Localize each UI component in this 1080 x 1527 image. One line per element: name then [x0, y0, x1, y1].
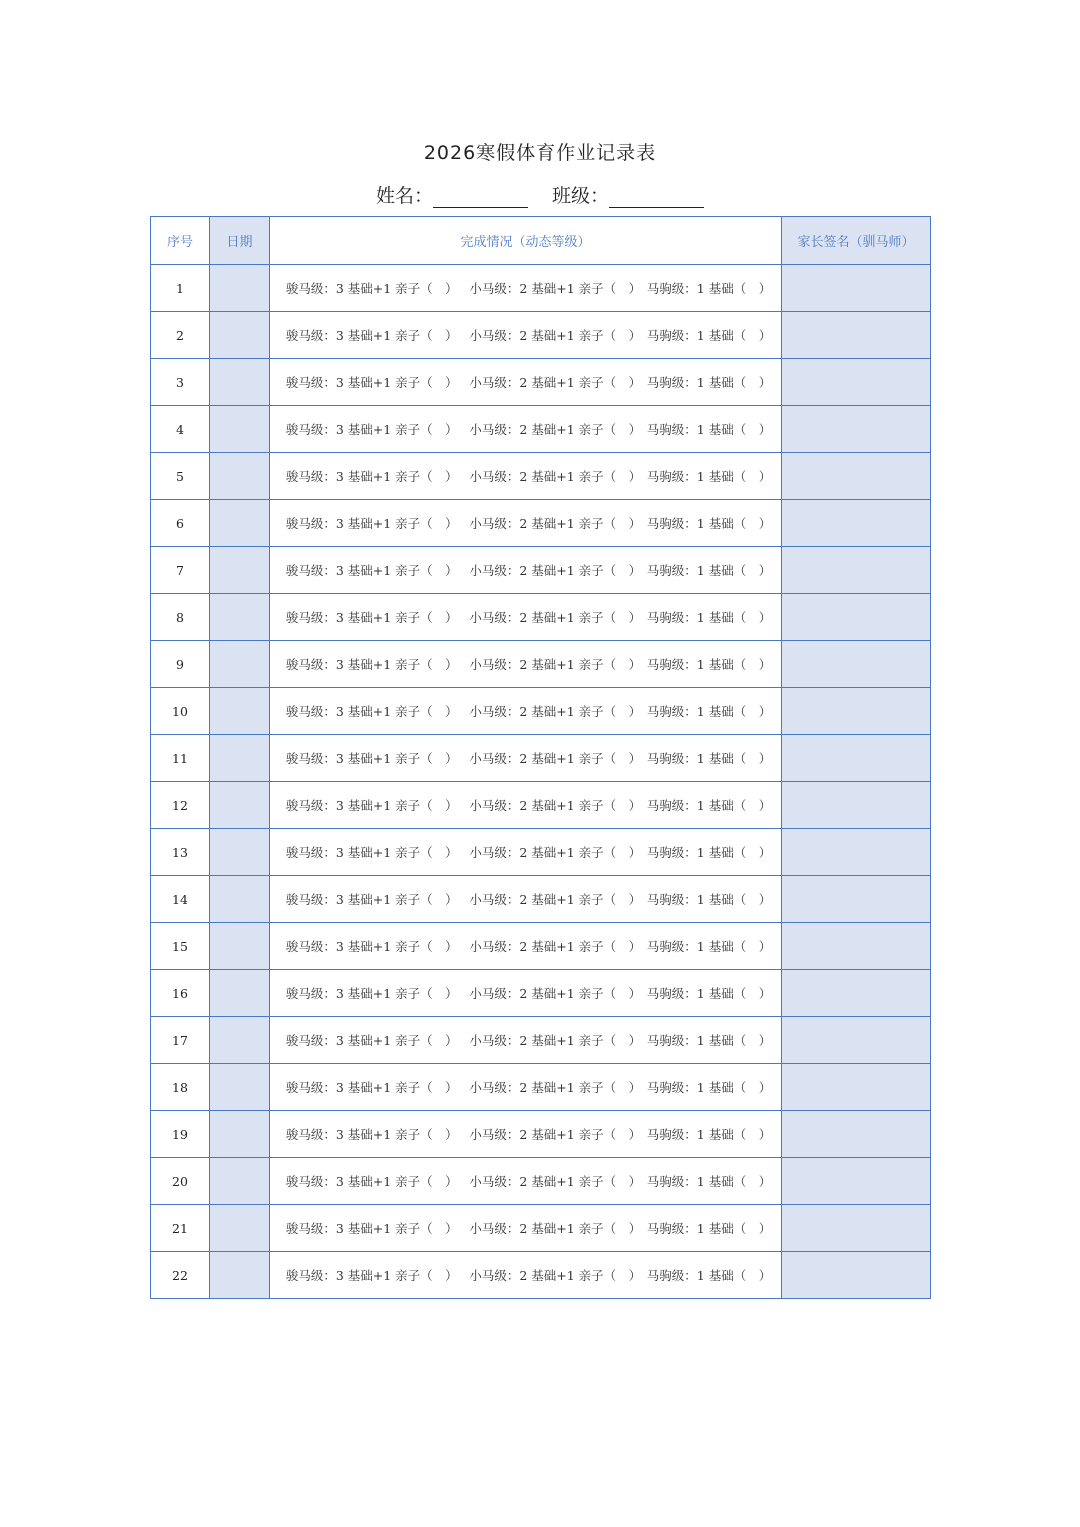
- completion-option-3[interactable]: 马驹级：1 基础（ ）: [646, 610, 772, 625]
- date-cell[interactable]: [210, 1064, 270, 1111]
- date-cell[interactable]: [210, 782, 270, 829]
- completion-cell: [270, 1158, 782, 1205]
- row-index: 10: [151, 688, 210, 735]
- completion-option-2[interactable]: 小马级：2 基础+1 亲子（ ）: [469, 657, 642, 672]
- completion-option-3[interactable]: 马驹级：1 基础（ ）: [646, 1080, 772, 1095]
- row-index: 13: [151, 829, 210, 876]
- completion-option-3[interactable]: 马驹级：1 基础（ ）: [646, 1174, 772, 1189]
- date-cell[interactable]: [210, 735, 270, 782]
- completion-option-2[interactable]: 小马级：2 基础+1 亲子（ ）: [469, 281, 642, 296]
- completion-cell: [270, 923, 782, 970]
- row-index: 21: [151, 1205, 210, 1252]
- parent-signature-cell[interactable]: [782, 735, 931, 782]
- completion-option-3[interactable]: 马驹级：1 基础（ ）: [646, 1221, 772, 1236]
- completion-option-3[interactable]: 马驹级：1 基础（ ）: [646, 845, 772, 860]
- student-info-line: [0, 181, 1080, 208]
- parent-signature-cell[interactable]: [782, 923, 931, 970]
- parent-signature-cell[interactable]: [782, 500, 931, 547]
- date-cell[interactable]: [210, 876, 270, 923]
- date-cell[interactable]: [210, 500, 270, 547]
- row-index: 14: [151, 876, 210, 923]
- table-row: [151, 1158, 931, 1205]
- record-table: [150, 216, 931, 1299]
- table-row: [151, 782, 931, 829]
- completion-option-1[interactable]: 骏马级：3 基础+1 亲子（ ）: [285, 892, 458, 907]
- completion-option-1[interactable]: 骏马级：3 基础+1 亲子（ ）: [285, 1080, 458, 1095]
- row-index: 19: [151, 1111, 210, 1158]
- date-cell[interactable]: [210, 594, 270, 641]
- completion-option-2[interactable]: 小马级：2 基础+1 亲子（ ）: [469, 1268, 642, 1283]
- completion-option-2[interactable]: 小马级：2 基础+1 亲子（ ）: [469, 1080, 642, 1095]
- completion-option-2[interactable]: 小马级：2 基础+1 亲子（ ）: [469, 845, 642, 860]
- parent-signature-cell[interactable]: [782, 406, 931, 453]
- row-index: 22: [151, 1252, 210, 1299]
- row-index: 15: [151, 923, 210, 970]
- completion-option-2[interactable]: 小马级：2 基础+1 亲子（ ）: [469, 469, 642, 484]
- table-row: [151, 1252, 931, 1299]
- completion-cell: [270, 782, 782, 829]
- completion-option-3[interactable]: 马驹级：1 基础（ ）: [646, 422, 772, 437]
- completion-option-1[interactable]: 骏马级：3 基础+1 亲子（ ）: [285, 516, 458, 531]
- header-date: 日期: [210, 217, 270, 265]
- table-header-row: [151, 217, 931, 265]
- completion-option-3[interactable]: 马驹级：1 基础（ ）: [646, 563, 772, 578]
- completion-option-1[interactable]: 骏马级：3 基础+1 亲子（ ）: [285, 281, 458, 296]
- completion-cell: [270, 1111, 782, 1158]
- parent-signature-cell[interactable]: [782, 829, 931, 876]
- parent-signature-cell[interactable]: [782, 782, 931, 829]
- completion-option-2[interactable]: 小马级：2 基础+1 亲子（ ）: [469, 1033, 642, 1048]
- table-row: [151, 453, 931, 500]
- completion-option-1[interactable]: 骏马级：3 基础+1 亲子（ ）: [285, 751, 458, 766]
- date-cell[interactable]: [210, 970, 270, 1017]
- completion-option-1[interactable]: 骏马级：3 基础+1 亲子（ ）: [285, 375, 458, 390]
- parent-signature-cell[interactable]: [782, 312, 931, 359]
- row-index: 20: [151, 1158, 210, 1205]
- completion-option-3[interactable]: 马驹级：1 基础（ ）: [646, 328, 772, 343]
- name-blank-field[interactable]: [433, 187, 528, 208]
- completion-option-2[interactable]: 小马级：2 基础+1 亲子（ ）: [469, 892, 642, 907]
- parent-signature-cell[interactable]: [782, 547, 931, 594]
- completion-option-2[interactable]: 小马级：2 基础+1 亲子（ ）: [469, 939, 642, 954]
- completion-option-3[interactable]: 马驹级：1 基础（ ）: [646, 892, 772, 907]
- date-cell[interactable]: [210, 829, 270, 876]
- row-index: 5: [151, 453, 210, 500]
- table-row: [151, 500, 931, 547]
- completion-cell: [270, 829, 782, 876]
- completion-option-2[interactable]: 小马级：2 基础+1 亲子（ ）: [469, 563, 642, 578]
- header-completion: 完成情况（动态等级）: [270, 217, 782, 265]
- completion-option-2[interactable]: 小马级：2 基础+1 亲子（ ）: [469, 751, 642, 766]
- completion-option-2[interactable]: 小马级：2 基础+1 亲子（ ）: [469, 798, 642, 813]
- completion-option-2[interactable]: 小马级：2 基础+1 亲子（ ）: [469, 986, 642, 1001]
- completion-option-3[interactable]: 马驹级：1 基础（ ）: [646, 1127, 772, 1142]
- table-row: [151, 547, 931, 594]
- completion-option-3[interactable]: 马驹级：1 基础（ ）: [646, 1033, 772, 1048]
- completion-option-1[interactable]: 骏马级：3 基础+1 亲子（ ）: [285, 610, 458, 625]
- row-index: 17: [151, 1017, 210, 1064]
- row-index: 3: [151, 359, 210, 406]
- completion-cell: [270, 500, 782, 547]
- row-index: 11: [151, 735, 210, 782]
- completion-cell: [270, 547, 782, 594]
- completion-cell: [270, 594, 782, 641]
- completion-option-1[interactable]: 骏马级：3 基础+1 亲子（ ）: [285, 939, 458, 954]
- completion-cell: [270, 876, 782, 923]
- date-cell[interactable]: [210, 1017, 270, 1064]
- completion-option-1[interactable]: 骏马级：3 基础+1 亲子（ ）: [285, 1033, 458, 1048]
- parent-signature-cell[interactable]: [782, 1158, 931, 1205]
- row-index: 7: [151, 547, 210, 594]
- completion-option-3[interactable]: 马驹级：1 基础（ ）: [646, 1268, 772, 1283]
- completion-option-2[interactable]: 小马级：2 基础+1 亲子（ ）: [469, 1221, 642, 1236]
- table-body: [151, 265, 931, 1299]
- completion-option-1[interactable]: 骏马级：3 基础+1 亲子（ ）: [285, 1268, 458, 1283]
- completion-option-3[interactable]: 马驹级：1 基础（ ）: [646, 751, 772, 766]
- completion-option-1[interactable]: 骏马级：3 基础+1 亲子（ ）: [285, 657, 458, 672]
- completion-option-1[interactable]: 骏马级：3 基础+1 亲子（ ）: [285, 704, 458, 719]
- parent-signature-cell[interactable]: [782, 1205, 931, 1252]
- row-index: 9: [151, 641, 210, 688]
- completion-option-1[interactable]: 骏马级：3 基础+1 亲子（ ）: [285, 328, 458, 343]
- row-index: 8: [151, 594, 210, 641]
- completion-cell: [270, 735, 782, 782]
- completion-option-2[interactable]: 小马级：2 基础+1 亲子（ ）: [469, 328, 642, 343]
- table-row: [151, 1064, 931, 1111]
- completion-option-3[interactable]: 马驹级：1 基础（ ）: [646, 375, 772, 390]
- completion-cell: [270, 1252, 782, 1299]
- completion-option-1[interactable]: 骏马级：3 基础+1 亲子（ ）: [285, 1174, 458, 1189]
- completion-option-1[interactable]: 骏马级：3 基础+1 亲子（ ）: [285, 1127, 458, 1142]
- parent-signature-cell[interactable]: [782, 453, 931, 500]
- class-blank-field[interactable]: [609, 187, 704, 208]
- completion-option-2[interactable]: 小马级：2 基础+1 亲子（ ）: [469, 1174, 642, 1189]
- completion-option-2[interactable]: 小马级：2 基础+1 亲子（ ）: [469, 516, 642, 531]
- class-label: 班级：: [552, 185, 610, 207]
- completion-option-3[interactable]: 马驹级：1 基础（ ）: [646, 939, 772, 954]
- parent-signature-cell[interactable]: [782, 688, 931, 735]
- completion-option-3[interactable]: 马驹级：1 基础（ ）: [646, 798, 772, 813]
- completion-cell: [270, 265, 782, 312]
- header-parent-signature: 家长签名（驯马师）: [782, 217, 931, 265]
- page-title: 2026寒假体育作业记录表: [423, 142, 657, 164]
- date-cell[interactable]: [210, 1252, 270, 1299]
- completion-option-3[interactable]: 马驹级：1 基础（ ）: [646, 657, 772, 672]
- table-row: [151, 265, 931, 312]
- row-index: 12: [151, 782, 210, 829]
- table-row: [151, 1111, 931, 1158]
- completion-option-1[interactable]: 骏马级：3 基础+1 亲子（ ）: [285, 986, 458, 1001]
- table-row: [151, 406, 931, 453]
- row-index: 2: [151, 312, 210, 359]
- parent-signature-cell[interactable]: [782, 970, 931, 1017]
- date-cell[interactable]: [210, 359, 270, 406]
- completion-option-1[interactable]: 骏马级：3 基础+1 亲子（ ）: [285, 469, 458, 484]
- completion-option-2[interactable]: 小马级：2 基础+1 亲子（ ）: [469, 375, 642, 390]
- table-row: [151, 829, 931, 876]
- date-cell[interactable]: [210, 688, 270, 735]
- table-row: [151, 359, 931, 406]
- completion-option-3[interactable]: 马驹级：1 基础（ ）: [646, 469, 772, 484]
- table-row: [151, 312, 931, 359]
- completion-option-1[interactable]: 骏马级：3 基础+1 亲子（ ）: [285, 798, 458, 813]
- completion-cell: [270, 359, 782, 406]
- date-cell[interactable]: [210, 641, 270, 688]
- table-row: [151, 923, 931, 970]
- completion-option-1[interactable]: 骏马级：3 基础+1 亲子（ ）: [285, 1221, 458, 1236]
- row-index: 6: [151, 500, 210, 547]
- name-label: 姓名：: [375, 185, 433, 207]
- completion-option-3[interactable]: 马驹级：1 基础（ ）: [646, 704, 772, 719]
- completion-option-1[interactable]: 骏马级：3 基础+1 亲子（ ）: [285, 845, 458, 860]
- table-row: [151, 735, 931, 782]
- completion-option-1[interactable]: 骏马级：3 基础+1 亲子（ ）: [285, 563, 458, 578]
- completion-cell: [270, 406, 782, 453]
- completion-option-2[interactable]: 小马级：2 基础+1 亲子（ ）: [469, 704, 642, 719]
- table-row: [151, 641, 931, 688]
- date-cell[interactable]: [210, 453, 270, 500]
- date-cell[interactable]: [210, 265, 270, 312]
- date-cell[interactable]: [210, 1111, 270, 1158]
- completion-option-2[interactable]: 小马级：2 基础+1 亲子（ ）: [469, 1127, 642, 1142]
- completion-option-1[interactable]: 骏马级：3 基础+1 亲子（ ）: [285, 422, 458, 437]
- parent-signature-cell[interactable]: [782, 359, 931, 406]
- date-cell[interactable]: [210, 547, 270, 594]
- completion-cell: [270, 1017, 782, 1064]
- table-row: [151, 1205, 931, 1252]
- completion-cell: [270, 312, 782, 359]
- row-index: 4: [151, 406, 210, 453]
- row-index: 18: [151, 1064, 210, 1111]
- date-cell[interactable]: [210, 923, 270, 970]
- completion-cell: [270, 970, 782, 1017]
- parent-signature-cell[interactable]: [782, 1064, 931, 1111]
- completion-option-3[interactable]: 马驹级：1 基础（ ）: [646, 516, 772, 531]
- parent-signature-cell[interactable]: [782, 1017, 931, 1064]
- row-index: 1: [151, 265, 210, 312]
- table-row: [151, 594, 931, 641]
- date-cell[interactable]: [210, 1158, 270, 1205]
- parent-signature-cell[interactable]: [782, 265, 931, 312]
- table-row: [151, 688, 931, 735]
- table-row: [151, 970, 931, 1017]
- completion-cell: [270, 688, 782, 735]
- parent-signature-cell[interactable]: [782, 1111, 931, 1158]
- date-cell[interactable]: [210, 1205, 270, 1252]
- table-row: [151, 876, 931, 923]
- completion-cell: [270, 641, 782, 688]
- table-row: [151, 1017, 931, 1064]
- completion-cell: [270, 453, 782, 500]
- date-cell[interactable]: [210, 406, 270, 453]
- completion-option-3[interactable]: 马驹级：1 基础（ ）: [646, 281, 772, 296]
- completion-option-3[interactable]: 马驹级：1 基础（ ）: [646, 986, 772, 1001]
- header-index: 序号: [151, 217, 210, 265]
- completion-option-2[interactable]: 小马级：2 基础+1 亲子（ ）: [469, 422, 642, 437]
- completion-option-2[interactable]: 小马级：2 基础+1 亲子（ ）: [469, 610, 642, 625]
- parent-signature-cell[interactable]: [782, 1252, 931, 1299]
- parent-signature-cell[interactable]: [782, 594, 931, 641]
- completion-cell: [270, 1205, 782, 1252]
- row-index: 16: [151, 970, 210, 1017]
- parent-signature-cell[interactable]: [782, 876, 931, 923]
- date-cell[interactable]: [210, 312, 270, 359]
- parent-signature-cell[interactable]: [782, 641, 931, 688]
- completion-cell: [270, 1064, 782, 1111]
